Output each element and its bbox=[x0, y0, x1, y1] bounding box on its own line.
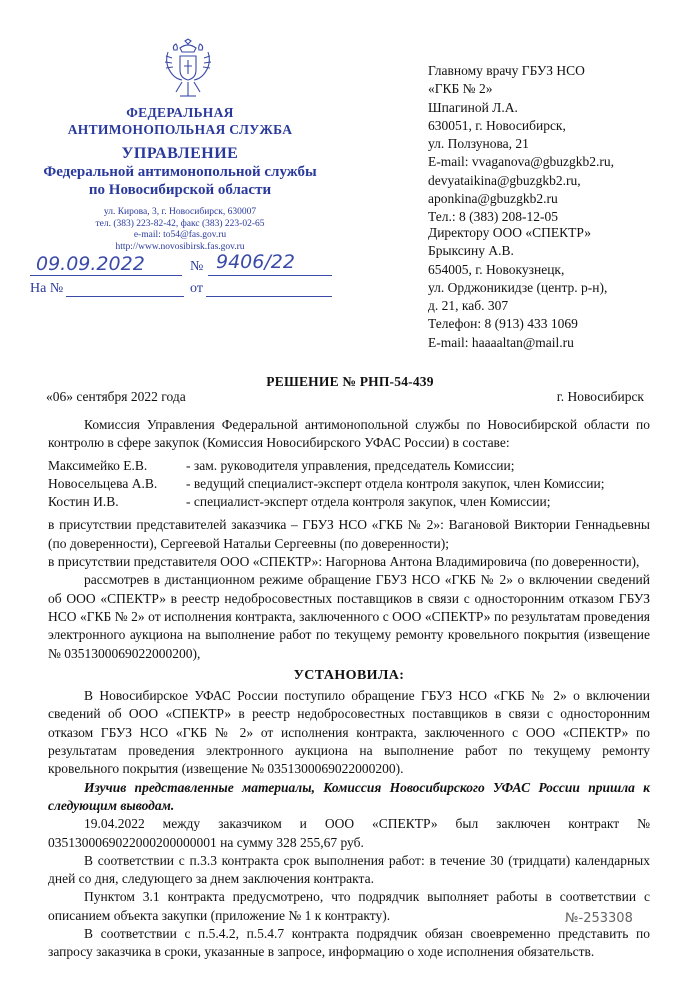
address-line: Главному врачу ГБУЗ НСО bbox=[428, 63, 585, 78]
address-line: д. 21, каб. 307 bbox=[428, 298, 509, 314]
decision-body bbox=[48, 416, 650, 962]
emblem-icon bbox=[160, 38, 216, 100]
address-line: Директору ООО «СПЕКТР» bbox=[428, 225, 591, 240]
address-line: 654005, г. Новокузнецк, bbox=[428, 261, 565, 277]
decision-title: РЕШЕНИЕ № РНП-54-439 bbox=[266, 374, 434, 389]
paragraph-contract: 19.04.2022 между заказчиком и ООО «СПЕКТР» был заключен контракт № 0351300069022000200000001 на сумму 328 255,67 руб. bbox=[48, 816, 650, 850]
reference-number-label: На № bbox=[30, 281, 64, 296]
letterhead-org bbox=[30, 104, 330, 138]
paragraph-term: В соответствии с п.3.3 контракта срок выполнения работ: в течение 30 (тридцати) календарных дней со дня, следующего за днем заключения контракта. bbox=[48, 852, 650, 887]
address-line: Брыксину А.В. bbox=[428, 243, 514, 259]
org-name-line2: АНТИМОНОПОЛЬНАЯ СЛУЖБА bbox=[67, 122, 293, 137]
outgoing-date: 09.09.2022 bbox=[36, 253, 145, 275]
contact-phone: тел. (383) 223-82-42, факс (383) 223-02-65 bbox=[95, 218, 265, 229]
address-line: Тел.: 8 (383) 208-12-05 bbox=[428, 209, 558, 225]
number-label: № bbox=[190, 259, 204, 274]
contact-website: http://www.novosibirsk.fas.gov.ru bbox=[115, 241, 245, 252]
reference-date-label: от bbox=[190, 281, 203, 296]
member-name: Максимейко Е.В. bbox=[48, 457, 148, 473]
department-line2: по Новосибирской области bbox=[88, 182, 272, 198]
commission-member bbox=[48, 475, 650, 493]
decision-city: г. Новосибирск bbox=[556, 389, 644, 404]
reference-number-line bbox=[66, 296, 184, 297]
intro-paragraph: Комиссия Управления Федеральной антимонопольной службы по Новосибирской области по контролю в сфере закупок (Комиссия Новосибирского УФАС России) в составе: bbox=[48, 417, 650, 451]
paragraph-obligations: В соответствии с п.5.4.2, п.5.4.7 контракта подрядчик обязан своевременно представить по запросу заказчика в сроки, указанные в запросе, информацию о ходе исполнения обязательств. bbox=[48, 926, 650, 960]
address-line: 630051, г. Новосибирск, bbox=[428, 117, 566, 133]
address-line: Телефон: 8 (913) 433 1069 bbox=[428, 316, 578, 332]
decision-date: «06» сентября 2022 года bbox=[46, 389, 186, 404]
considering-paragraph: рассмотрев в дистанционном режиме обращение ГБУЗ НСО «ГКБ № 2» о включении сведений об ООО «СПЕКТР» в реестр недобросовестных поставщиков в связи с односторонним отказом ГБУЗ НСО «ГКБ № 2» от исполнения контракта, заключенного с ООО «СПЕКТР» по результатам проведения электронного аукциона на выполнение работ по текущему ремонту кровельного покрытия (извещение № 0351300069022000200), bbox=[48, 572, 650, 661]
member-name: Костин И.В. bbox=[48, 494, 119, 510]
established-heading: УСТАНОВИЛА: bbox=[293, 667, 405, 683]
department-line1: Федеральной антимонопольной службы bbox=[43, 164, 317, 180]
address-line: E-mail: vvaganova@gbuzgkb2.ru, bbox=[428, 154, 615, 170]
address-line: E-mail: haaaaltan@mail.ru bbox=[428, 334, 574, 350]
paragraph-appeal: В Новосибирское УФАС России поступило обращение ГБУЗ НСО «ГКБ № 2» о включении сведений об ООО «СПЕКТР» в реестр недобросовестных поставщиков в связи с односторонним отказом ГБУЗ НСО «ГКБ № 2» от исполнения контракта, заключенного с ООО «СПЕКТР» по результатам проведения электронного аукциона на выполнение работ по текущему ремонту кровельного покрытия (извещение № 0351300069022000200). bbox=[48, 688, 650, 777]
recipient-company bbox=[428, 224, 688, 352]
recipient-hospital bbox=[428, 62, 688, 227]
org-name-line1: ФЕДЕРАЛЬНАЯ bbox=[126, 105, 234, 120]
member-role: - специалист-эксперт отдела контроля закупок, член Комиссии; bbox=[186, 494, 551, 510]
contact-address: ул. Кирова, 3, г. Новосибирск, 630007 bbox=[103, 207, 257, 217]
paragraph-scope: Пунктом 3.1 контракта предусмотрено, что подрядчик выполняет работы в соответствии с описанием объекта закупки (приложение № 1 к контракту). bbox=[48, 889, 650, 923]
paragraph-conclusions: Изучив представленные материалы, Комиссия Новосибирского УФАС России пришла к следующим выводам. bbox=[48, 779, 650, 813]
commission-member bbox=[48, 457, 650, 475]
address-line: «ГКБ № 2» bbox=[428, 81, 493, 97]
date-underline bbox=[30, 275, 182, 276]
address-line: devyataikina@gbuzgkb2.ru, bbox=[428, 172, 581, 188]
address-line: ул. Орджоникидзе (центр. р-н), bbox=[428, 279, 608, 295]
member-role: - зам. руководителя управления, председатель Комиссии; bbox=[186, 457, 515, 473]
reference-date-line bbox=[206, 296, 332, 297]
member-role: - ведущий специалист-эксперт отдела контроля закупок, член Комиссии; bbox=[186, 475, 605, 491]
commission-member bbox=[48, 493, 650, 511]
letterhead-department bbox=[30, 145, 330, 199]
document-stamp: №-253308 bbox=[565, 911, 633, 926]
presence-customer: в присутствии представителей заказчика – ГБУЗ НСО «ГКБ № 2»: Вагановой Виктории Геннадьевны (по доверенности), Сергеевой Натальи Сергеевны (по доверенности); bbox=[48, 517, 650, 551]
outgoing-number: 9406/22 bbox=[216, 251, 295, 273]
contact-email: e-mail: to54@fas.gov.ru bbox=[133, 230, 227, 240]
address-line: aponkina@gbuzgkb2.ru bbox=[428, 191, 558, 207]
presence-supplier: в присутствии представителя ООО «СПЕКТР»: Нагорнова Антона Владимировича (по доверенности), bbox=[48, 554, 640, 570]
letterhead-contacts bbox=[30, 207, 330, 253]
department-title: УПРАВЛЕНИЕ bbox=[121, 145, 239, 162]
number-underline bbox=[208, 275, 332, 276]
member-name: Новосельцева А.В. bbox=[48, 475, 158, 491]
address-line: ул. Ползунова, 21 bbox=[428, 136, 529, 152]
address-line: Шпагиной Л.А. bbox=[428, 99, 518, 115]
